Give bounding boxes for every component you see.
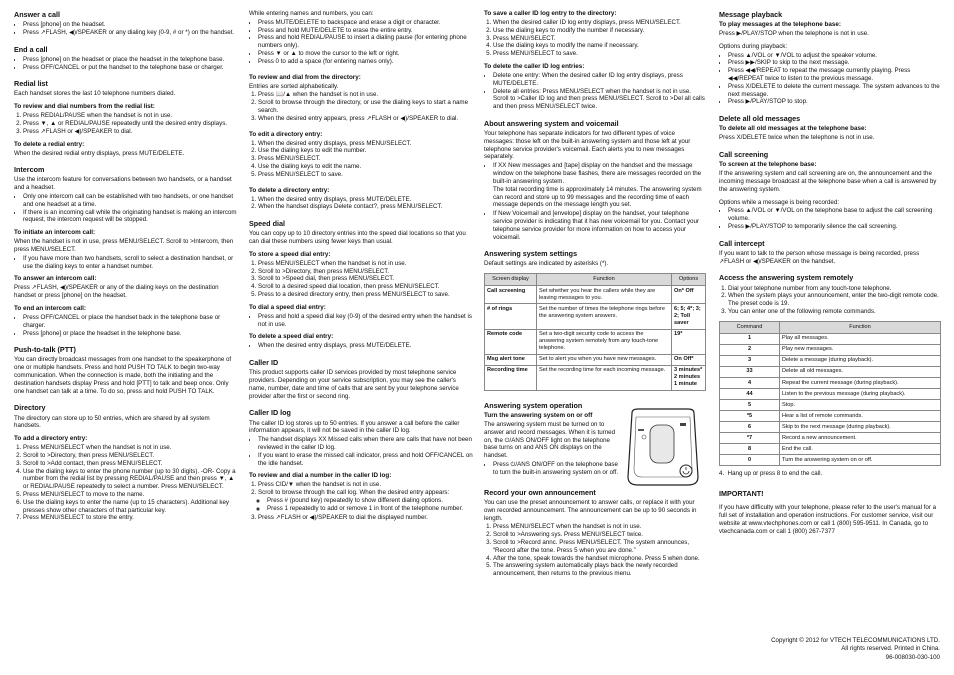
list-item: 3. When the desired entry appears, press ↗FLASH or ◀)/SPEAKER to dial. <box>258 115 473 123</box>
table-cell: 4 <box>720 378 780 389</box>
operation-area <box>484 421 706 481</box>
column-1 <box>14 10 238 667</box>
table-row <box>720 422 941 433</box>
ans-on-off-button-icon <box>680 465 692 477</box>
screening-text: If the answering system and call screening are on, the announcement and the incoming message broadcast at the telephone base when a call is answered by the answering system. <box>719 170 937 193</box>
table-cell: 1 <box>720 333 780 344</box>
important-text: If you have difficulty with your telephone, please refer to the user's manual for a full set of installation and operation instructions. For customer service, visit our website at www.vtechphones.com or call 1 (800) 595-9511. In Canada, go to vtechcanada.com or call 1 (800) 267-7377 <box>719 504 937 535</box>
intercom-answer-text: Press ↗FLASH, ◀)/SPEAKER or any of the dialing keys on the destination handset or press [phone] on the headset. <box>14 284 219 300</box>
table-row <box>720 344 941 355</box>
table-cell: Play all messages. <box>780 333 941 344</box>
ptt-title: Push-to-talk (PTT) <box>14 345 76 355</box>
list-item: 1. Press MENU/SELECT when the handset is not in use. <box>23 444 238 452</box>
table-row <box>485 286 706 304</box>
list-item: • Press MUTE/DELETE to backspace and erase a digit or character. <box>258 19 473 27</box>
list-item: 4. Use the dialing keys to modify the name if necessary. <box>493 42 706 50</box>
playback-sub-text: Press ▶/PLAY/STOP when the telephone is not in use. <box>719 29 869 37</box>
caller-log-sub-bullets <box>258 497 473 513</box>
table-cell: 0 <box>720 455 780 466</box>
entering-list <box>249 19 473 66</box>
speed-dial-intro: You can copy up to 10 directory entries into the speed dial locations so that you can dial these numbers using fewer keys than usual. <box>249 230 466 246</box>
list-item: 5. Press MENU/SELECT to save. <box>493 50 706 58</box>
list-item: • Press ▼ or ▲ to move the cursor to the left or right. <box>258 50 473 58</box>
table-cell: Record a new announcement. <box>780 433 941 444</box>
table-cell: Hear a list of remote commands. <box>780 411 941 422</box>
table-cell: # of rings <box>485 304 537 329</box>
delete-dir-title: To delete a directory entry: <box>249 186 330 194</box>
about-am-bullets <box>484 162 706 241</box>
table-cell: 2 <box>720 344 780 355</box>
caller-log-review-title: To review and dial a number in the caller ID log: <box>249 472 392 480</box>
playback-list <box>719 52 941 107</box>
caller-id-text: This product supports caller ID services provided by most telephone service providers. Depending on your service subscription, you may see the caller's name, number, date and time of calls that are sent by your telephone service provider after the first or second ring. <box>249 369 459 400</box>
list-item: • Press and hold a speed dial key (0-9) of the desired entry when the handset is not in use. <box>258 313 473 329</box>
table-cell: Listen to the previous message (during playback). <box>780 389 941 400</box>
list-item: 1. Press MENU/SELECT when the handset is not in use. <box>493 523 706 531</box>
settings-title: Answering system settings <box>484 249 578 259</box>
table-row <box>720 433 941 444</box>
speed-delete-list <box>249 342 473 350</box>
table-row <box>720 355 941 366</box>
caller-log-title: Caller ID log <box>249 408 291 418</box>
list-item: 3. You can enter one of the following remote commands. <box>728 308 941 316</box>
list-item: ◦ Press # (pound key) repeatedly to show different dialing options. <box>267 497 473 505</box>
operation-text: The answering system must be turned on to answer and record messages. When it is turned on, the ⏻/ANS ON/OFF light on the telephone base turns on and ANS ON displays on the handset. <box>484 420 616 460</box>
speed-dial-dial-list <box>249 313 473 329</box>
list-item: 4. After the tone, speak towards the handset microphone. Press 5 when done. <box>493 555 706 563</box>
list-item: 3. Scroll to >Record annc. Press MENU/SELECT. The system announces, “Record after the tone. Press 5 when you are done.” <box>493 539 706 555</box>
edit-dir-title: To edit a directory entry: <box>249 130 323 138</box>
screening-sub: To screen at the telephone base: <box>719 161 817 169</box>
intercom-initiate-title: To initiate an intercom call: <box>14 229 96 237</box>
table-cell: Skip to the next message (during playback). <box>780 422 941 433</box>
caller-id-title: Caller ID <box>249 358 279 368</box>
list-item <box>493 162 706 209</box>
list-item: • Press [phone] on the headset. <box>23 21 238 29</box>
review-dir-title: To review and dial from the directory: <box>249 73 361 81</box>
speed-store-title: To store a speed dial entry: <box>249 250 331 258</box>
remote-title: Access the answering system remotely <box>719 273 854 283</box>
table-cell: 3 minutes* 2 minutes 1 minute <box>672 365 706 390</box>
list-item: 3. Scroll to >Add contact, then press MENU/SELECT. <box>23 460 238 468</box>
intercom-title: Intercom <box>14 165 45 175</box>
redial-review-steps <box>14 112 238 135</box>
delete-old-sub: To delete all old messages at the telephone base: <box>719 125 867 133</box>
announcement-steps <box>484 523 706 578</box>
ptt-text: You can directly broadcast messages from one handset to the speakerphone of one or multiple handsets. Press and hold PUSH TO TALK to begin two-way communication. When the connection is made, both the initiating and the destination handsets display Press and hold [PTT] to talk and beep once. Only one handset can talk at a time. To do so, press and hold PUSH TO TALK. <box>14 356 232 395</box>
intercom-bullets <box>14 193 238 224</box>
delete-cid-title: To delete the caller ID log entries: <box>484 62 585 70</box>
table-cell: Set a two-digit security code to access the answering system remotely from any touch-tone telephone. <box>537 329 672 354</box>
playback-options-intro: Options during playback: <box>719 42 788 50</box>
table-row <box>720 389 941 400</box>
table-cell: 6; 5; 4*; 3; 2; Toll saver <box>672 304 706 329</box>
remote-step-4-text: Hang up or press 8 to end the call. <box>727 470 823 478</box>
delete-old-title: Delete all old messages <box>719 114 801 124</box>
redial-intro: Each handset stores the last 10 telephone numbers dialed. <box>14 90 176 98</box>
directory-intro: The directory can store up to 50 entries, which are shared by all system handsets. <box>14 414 210 430</box>
table-cell: Msg alert tone <box>485 354 537 365</box>
list-item: • Press ↗FLASH, ◀)/SPEAKER or any dialing key (0-9, # or *) on the handset. <box>23 29 238 37</box>
speed-dial-title: Speed dial <box>249 219 285 229</box>
redial-delete-title: To delete a redial entry: <box>14 140 85 148</box>
speed-delete-title: To delete a speed dial entry: <box>249 333 334 341</box>
redial-review-title: To review and dial numbers from the redial list: <box>14 103 155 111</box>
list-item-text: If XX New messages and [tape] display on the handset and the message window on the telephone base flashes, there are messages recorded on the built-in answering system. <box>493 162 702 185</box>
part-number: 96-008030-030-100 <box>885 654 940 662</box>
list-item: 2. Use the dialing keys to edit the number. <box>258 147 473 155</box>
review-dir-steps <box>249 91 473 122</box>
screening-title: Call screening <box>719 150 769 160</box>
list-item: • Press ⏻/ANS ON/OFF on the telephone base to turn the built-in answering system on or off. <box>493 461 624 477</box>
table-cell: Turn the answering system on or off. <box>780 455 941 466</box>
delete-cid-list <box>484 72 706 111</box>
list-item <box>258 489 473 512</box>
about-am-note: The total recording time is approximately 14 minutes. The answering system can record and store up to 99 messages and the recording time of each message depends on the message length you set. <box>493 185 702 209</box>
table-cell: *5 <box>720 411 780 422</box>
directory-add-steps <box>14 444 238 522</box>
list-item: 5. Press to a desired directory entry, then press MENU/SELECT to save. <box>258 291 473 299</box>
table-row <box>720 366 941 377</box>
column-4 <box>719 10 941 667</box>
remote-commands-table <box>719 321 941 467</box>
table-row <box>720 455 941 466</box>
delete-dir-steps <box>249 196 473 212</box>
list-item: • Press X/DELETE to delete the current message. The system advances to the next message. <box>728 83 941 99</box>
telephone-base-illustration <box>624 407 702 487</box>
table-cell: Set the number of times the telephone rings before the answering system answers. <box>537 304 672 329</box>
table-cell: 3 <box>720 355 780 366</box>
table-cell: Set whether you hear the callers while they are leaving messages to you. <box>537 286 672 304</box>
table-cell: Repeat the current message (during playback). <box>780 378 941 389</box>
playback-sub: To play messages at the telephone base: <box>719 21 842 29</box>
intercept-text: If you want to talk to the person whose message is being recorded, press ↗FLASH or ◀)/SPEAKER on the handset. <box>719 249 920 265</box>
list-item: 4. Use the dialing keys to edit the name. <box>258 163 473 171</box>
table-cell: Set to alert you when you have new messages. <box>537 354 672 365</box>
table-cell: Delete a message (during playback). <box>780 355 941 366</box>
list-item: 1. Press REDIAL/PAUSE when the handset is not in use. <box>23 112 238 120</box>
list-item: • Press ◀◀/REPEAT to repeat the message currently playing. Press ◀◀/REPEAT twice to listen to the previous message. <box>728 67 941 83</box>
list-item: • Delete all entries: Press MENU/SELECT when the handset is not in use. Scroll to >Caller ID log and then press MENU/SELECT. Scroll to >Del all calls and then press MENU/SELECT twice. <box>493 88 706 111</box>
table-cell: Call screening <box>485 286 537 304</box>
list-item: • Press [phone] or place the headset in the telephone base. <box>23 330 238 338</box>
list-item: 5. Press MENU/SELECT to save. <box>258 171 473 179</box>
table-header-row <box>720 321 941 333</box>
operation-sub: Turn the answering system on or off <box>484 411 593 419</box>
list-item: 4. Scroll to a desired speed dial location, then press MENU/SELECT. <box>258 283 473 291</box>
intercom-end-list <box>14 314 238 337</box>
list-item: • Press ▲/VOL or ▼/VOL on the telephone base to adjust the call screening volume. <box>728 207 941 223</box>
save-cid-title: To save a caller ID log entry to the directory: <box>484 10 617 17</box>
list-item: 1. When the desired caller ID log entry displays, press MENU/SELECT. <box>493 19 706 27</box>
list-item: • Press OFF/CANCEL or put the handset to the telephone base or charger. <box>23 64 238 72</box>
settings-table <box>484 273 706 391</box>
table-header: Command <box>720 321 780 333</box>
list-item: 3. Press MENU/SELECT. <box>493 35 706 43</box>
list-item: 5. The answering system automatically plays back the newly recorded announcement, then returns to the previous menu. <box>493 562 706 578</box>
list-item: ◦ Press 1 repeatedly to add or remove 1 in front of the telephone number. <box>267 505 473 513</box>
table-header: Screen display <box>485 274 537 286</box>
table-cell: 8 <box>720 444 780 455</box>
table-row <box>720 411 941 422</box>
caller-log-bullets <box>249 436 473 467</box>
list-item: • Press and hold MUTE/DELETE to erase the entire entry. <box>258 27 473 35</box>
remote-step-4: 4. Hang up or press 8 to end the call. <box>719 470 823 478</box>
save-cid-steps <box>484 19 706 58</box>
table-row <box>720 400 941 411</box>
table-cell: 5 <box>720 400 780 411</box>
table-cell: End the call. <box>780 444 941 455</box>
intercom-intro: Use the intercom feature for conversations between two handsets, or a handset and a headset. <box>14 176 232 192</box>
table-cell: Recording time <box>485 365 537 390</box>
about-am-text: Your telephone has separate indicators for two different types of voice messages: those left on the built-in answering system and those left at your telephone service provider's voicemail. Each alerts you to new messages separately. <box>484 130 691 161</box>
list-item: 3. Press MENU/SELECT. <box>258 155 473 163</box>
list-item: • Press OFF/CANCEL or place the handset back in the telephone base or charger. <box>23 314 238 330</box>
list-item: 2. Use the dialing keys to modify the number if necessary. <box>493 27 706 35</box>
redial-title: Redial list <box>14 79 48 89</box>
list-item: • Press ▶/PLAY/STOP to stop. <box>728 98 941 106</box>
list-item: 2. When the system plays your announcement, enter the two-digit remote code. The preset code is 19. <box>728 292 941 308</box>
list-item: 2. Scroll to >Directory, then press MENU/SELECT. <box>23 452 238 460</box>
operation-list <box>484 461 624 477</box>
list-item: 1. Press MENU/SELECT when the handset is not in use. <box>258 260 473 268</box>
directory-add-title: To add a directory entry: <box>14 435 88 443</box>
list-item: 2. Scroll to browse through the directory, or use the dialing keys to start a name search. <box>258 99 473 115</box>
list-item: 1. Press 📖/▲ when the handset is not in use. <box>258 91 473 99</box>
table-cell: 44 <box>720 389 780 400</box>
remote-steps <box>719 285 941 316</box>
intercom-answer-title: To answer an intercom call: <box>14 275 97 283</box>
handset-cradle-icon <box>650 425 674 463</box>
list-item: 3. Press ↗FLASH or ◀)/SPEAKER to dial the displayed number. <box>258 514 473 522</box>
about-am-title: About answering system and voicemail <box>484 118 619 128</box>
caller-log-text: The caller ID log stores up to 50 entries. If you answer a call before the caller information appears, it will not be saved in the caller ID log. <box>249 419 460 435</box>
answer-call-list <box>14 21 238 37</box>
table-cell: 19* <box>672 329 706 354</box>
list-item: 4. Use the dialing keys to enter the phone number (up to 30 digits). -OR- Copy a number from the redial list by pressing REDIAL/PAUSE and then press ▼, ▲ or REDIAL/PAUSE repeatedly to select a number. Press MENU/SELECT. <box>23 468 238 491</box>
edit-dir-steps <box>249 140 473 179</box>
caller-log-steps <box>249 481 473 521</box>
announcement-text: You can use the preset announcement to answer calls, or replace it with your own recorded announcement. The announcement can be up to 90 seconds in length. <box>484 498 697 522</box>
table-row <box>485 329 706 354</box>
speed-dial-dial-title: To dial a speed dial entry: <box>249 303 326 311</box>
list-item: • The handset displays XX Missed calls when there are calls that have not been reviewed in the caller ID log. <box>258 436 473 452</box>
list-item: 2. When the handset displays Delete contact?, press MENU/SELECT. <box>258 203 473 211</box>
table-cell: Set the recording time for each incoming message. <box>537 365 672 390</box>
list-item: • Delete one entry: When the desired caller ID log entry displays, press MUTE/DELETE. <box>493 72 706 88</box>
list-item: • Press 0 to add a space (for entering names only). <box>258 58 473 66</box>
review-dir-intro: Entries are sorted alphabetically. <box>249 82 339 90</box>
list-item: • If you have more than two handsets, scroll to select a destination handset, or use the dialing keys to enter a handset number. <box>23 255 238 271</box>
screening-list <box>719 207 941 230</box>
footer <box>680 637 940 663</box>
screening-options-intro: Options while a message is being recorded: <box>719 198 840 206</box>
delete-old-text: Press X/DELETE twice when the telephone is not in use. <box>719 134 875 142</box>
list-item: 1. When the desired entry displays, press MUTE/DELETE. <box>258 196 473 204</box>
list-item: 1. Dial your telephone number from any touch-tone telephone. <box>728 285 941 293</box>
list-item: 2. Press ▼, ▲ or REDIAL/PAUSE repeatedly until the desired entry displays. <box>23 120 238 128</box>
operation-title: Answering system operation <box>484 400 583 410</box>
directory-title: Directory <box>14 403 46 413</box>
list-item: • Only one intercom call can be established with two handsets, or one handset and one headset at a time. <box>23 193 238 209</box>
table-cell: On* Off <box>672 286 706 304</box>
intercom-initiate-bullets <box>14 255 238 271</box>
entering-intro: While entering names and numbers, you can: <box>249 10 374 17</box>
column-2 <box>249 10 473 667</box>
table-header: Function <box>537 274 672 286</box>
table-row <box>485 365 706 390</box>
list-item: • Press ▶/PLAY/STOP to temporarily silence the call screening. <box>728 223 941 231</box>
table-cell: On Off* <box>672 354 706 365</box>
copyright: Copyright © 2012 for VTECH TELECOMMUNICATIONS LTD. <box>771 636 940 644</box>
list-item: 5. Press MENU/SELECT to move to the name. <box>23 491 238 499</box>
speed-store-steps <box>249 260 473 299</box>
end-call-title: End a call <box>14 44 48 54</box>
list-item: 3. Scroll to >Speed dial, then press MENU/SELECT. <box>258 275 473 283</box>
important-title: IMPORTANT! <box>719 489 764 499</box>
list-item: 1. When the desired entry displays, press MENU/SELECT. <box>258 140 473 148</box>
table-row <box>720 444 941 455</box>
table-cell: Remote code <box>485 329 537 354</box>
list-item: • If you want to erase the missed call indicator, press and hold OFF/CANCEL on the idle handset. <box>258 452 473 468</box>
playback-title: Message playback <box>719 10 783 19</box>
table-cell: *7 <box>720 433 780 444</box>
intercept-title: Call intercept <box>719 238 765 248</box>
list-item-text: Scroll to browse through the call log. When the desired entry appears: <box>258 489 450 497</box>
intercom-initiate-text: When the handset is not in use, press MENU/SELECT. Scroll to >Intercom, then press MENU/SELECT. <box>14 238 234 254</box>
list-item: • If there is an incoming call while the originating handset is making an intercom request, the intercom request will be stopped. <box>23 209 238 225</box>
list-item: 2. Scroll to >Directory, then press MENU/SELECT. <box>258 268 473 276</box>
list-item: • Press ▶▶/SKIP to skip to the next message. <box>728 59 941 67</box>
list-item: • Press and hold REDIAL/PAUSE to insert a dialing pause (for entering phone numbers only). <box>258 34 473 50</box>
table-header: Options <box>672 274 706 286</box>
table-row <box>720 378 941 389</box>
table-cell: Delete all old messages. <box>780 366 941 377</box>
column-3 <box>484 10 706 667</box>
list-item: • If New Voicemail and [envelope] display on the handset, your telephone service provider is indicating that it has new voicemail for you. Contact your telephone service provider for more information on how to access your voicemail. <box>493 210 706 241</box>
table-cell: 6 <box>720 422 780 433</box>
list-item: 2. Scroll to >Answering sys. Press MENU/SELECT twice. <box>493 531 706 539</box>
table-row <box>485 354 706 365</box>
list-item: 3. Press ↗FLASH or ◀)/SPEAKER to dial. <box>23 128 238 136</box>
list-item: 7. Press MENU/SELECT to store the entry. <box>23 514 238 522</box>
answer-call-title: Answer a call <box>14 10 60 19</box>
end-call-list <box>14 56 238 72</box>
list-item: 6. Use the dialing keys to enter the name (up to 15 characters). Additional key presses show other characters of that particular key. <box>23 499 238 515</box>
table-header-row <box>485 274 706 286</box>
table-cell: 33 <box>720 366 780 377</box>
list-item: 1. Press CID/▼ when the handset is not in use. <box>258 481 473 489</box>
settings-intro: Default settings are indicated by asterisks (*). <box>484 260 609 268</box>
table-row <box>485 304 706 329</box>
rights: All rights reserved. Printed in China. <box>841 645 940 653</box>
list-item: • When the desired entry displays, press MUTE/DELETE. <box>258 342 473 350</box>
table-row <box>720 333 941 344</box>
table-cell: Play new messages. <box>780 344 941 355</box>
intercom-end-title: To end an intercom call: <box>14 305 86 312</box>
announcement-title: Record your own announcement <box>484 487 596 497</box>
list-item: • Press ▲/VOL or ▼/VOL to adjust the speaker volume. <box>728 52 941 60</box>
table-header: Function <box>780 321 941 333</box>
list-item: • Press [phone] on the headset or place the headset in the telephone base. <box>23 56 238 64</box>
table-cell: Stop. <box>780 400 941 411</box>
redial-delete-text: When the desired redial entry displays, press MUTE/DELETE. <box>14 149 185 157</box>
